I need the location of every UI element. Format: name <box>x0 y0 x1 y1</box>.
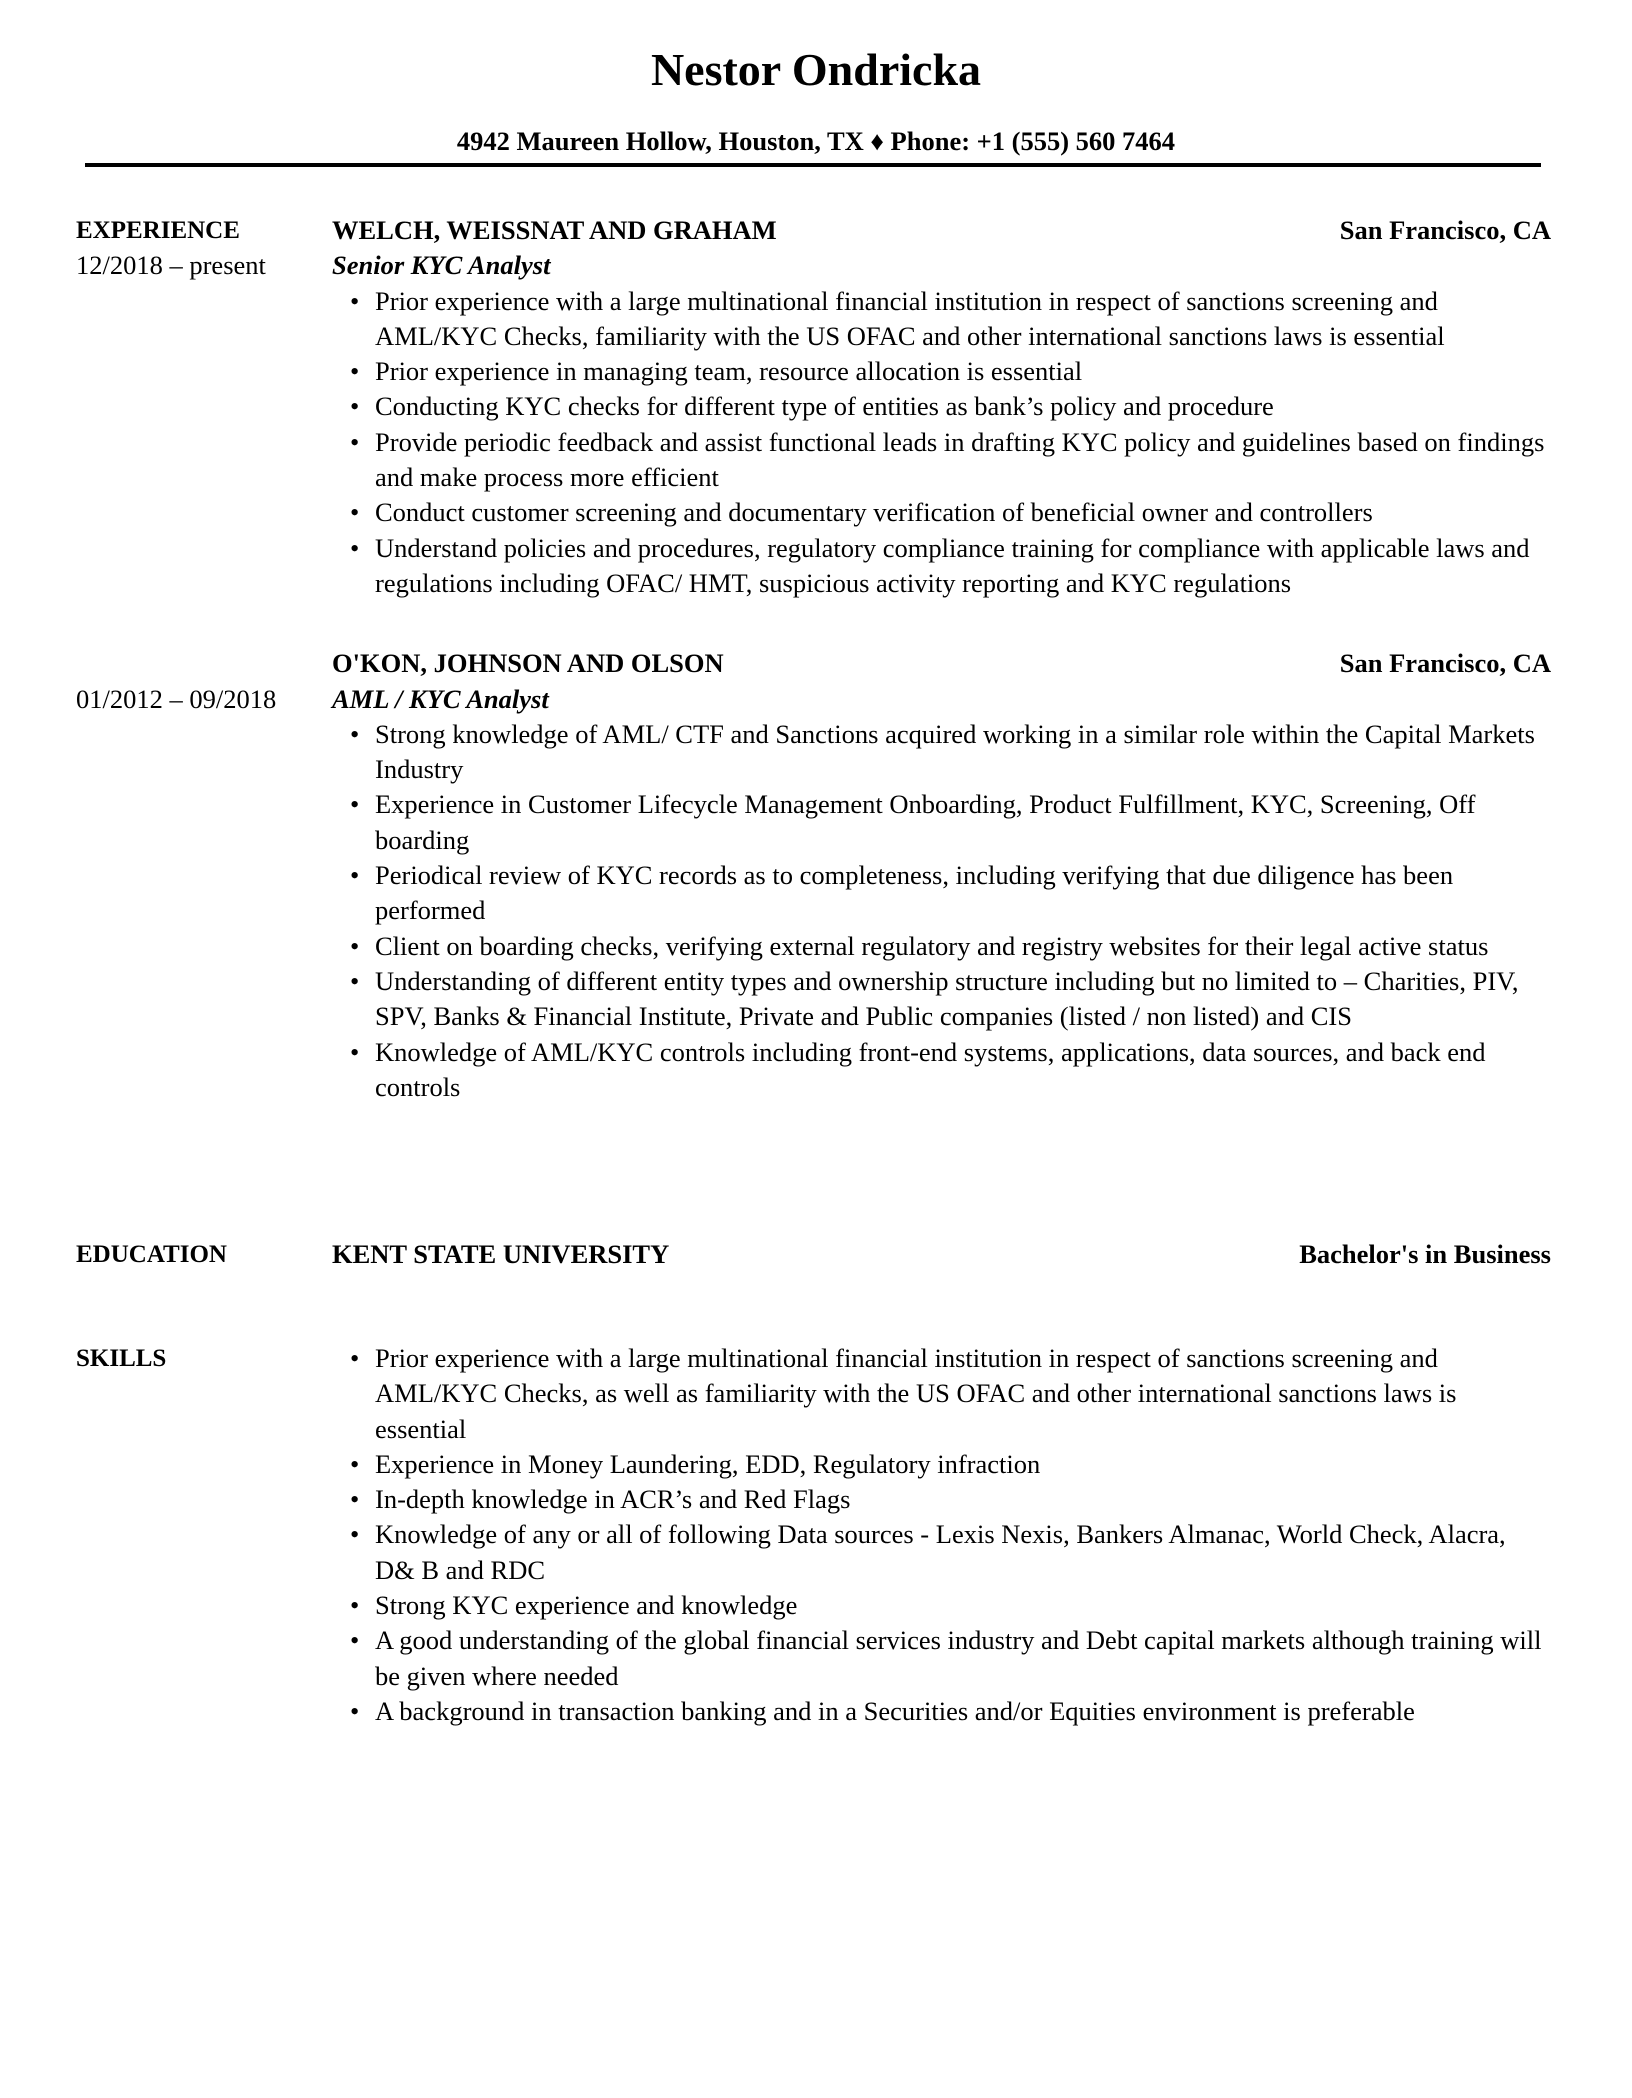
bullet-icon: • <box>350 1590 360 1621</box>
job-entry <box>76 213 1551 601</box>
bullet-icon: • <box>350 1695 360 1726</box>
bullet-icon: • <box>350 497 360 528</box>
candidate-name: Nestor Ondricka <box>650 44 982 95</box>
header-divider <box>85 163 1541 167</box>
contact-line: 4942 Maureen Hollow, Houston, TX ♦ Phone: +1 (555) 560 7464 <box>456 126 1176 156</box>
list-item-text: A good understanding of the global financial services industry and Debt capital markets although training will be given where needed <box>375 1625 1542 1691</box>
list-item <box>350 1588 1551 1623</box>
skills-section <box>76 1341 1551 1729</box>
list-item-text: In-depth knowledge in ACR’s and Red Flags <box>375 1484 851 1515</box>
list-item <box>350 1694 1551 1729</box>
skills-list <box>332 1341 1551 1729</box>
list-item <box>350 964 1551 1035</box>
list-item-text: Strong KYC experience and knowledge <box>375 1590 798 1621</box>
job-bullets <box>332 717 1551 1105</box>
list-item <box>350 354 1551 389</box>
bullet-icon: • <box>350 1484 360 1515</box>
job-title: AML / KYC Analyst <box>332 683 549 714</box>
list-item <box>350 929 1551 964</box>
list-item <box>350 495 1551 530</box>
list-item <box>350 425 1551 496</box>
job-dates: 01/2012 – 09/2018 <box>76 683 277 714</box>
list-item-text: Periodical review of KYC records as to completeness, including verifying that due diligence has been performed <box>375 860 1454 926</box>
list-item-text: Knowledge of any or all of following Data sources - Lexis Nexis, Bankers Almanac, World Check, Alacra, D& B and RDC <box>375 1519 1506 1585</box>
section-label: EDUCATION <box>76 1241 227 1268</box>
list-item <box>350 1447 1551 1482</box>
bullet-icon: • <box>350 426 360 457</box>
section-label: SKILLS <box>76 1345 167 1372</box>
job-entry <box>76 646 1551 1105</box>
experience-section <box>76 213 1551 1105</box>
job-bullets <box>332 284 1551 602</box>
bullet-icon: • <box>350 1625 360 1656</box>
company-name: O'KON, JOHNSON AND OLSON <box>332 648 724 679</box>
list-item <box>350 858 1551 929</box>
bullet-icon: • <box>350 789 360 820</box>
list-item <box>350 531 1551 602</box>
bullet-icon: • <box>350 285 360 316</box>
bullet-icon: • <box>350 532 360 563</box>
list-item-text: Understand policies and procedures, regulatory compliance training for compliance with applicable laws and regulations including OFAC/ HMT, suspicious activity reporting and KYC regulations <box>375 532 1530 598</box>
bullet-icon: • <box>350 391 360 422</box>
bullet-icon: • <box>350 860 360 891</box>
list-item-text: Experience in Money Laundering, EDD, Regulatory infraction <box>375 1448 1041 1479</box>
list-item-text: Prior experience with a large multinational financial institution in respect of sanctions screening and AML/KYC Checks, familiarity with the US OFAC and other international sanctions laws is essential <box>375 285 1445 351</box>
list-item <box>350 389 1551 424</box>
section-label: EXPERIENCE <box>76 217 240 244</box>
company-name: WELCH, WEISSNAT AND GRAHAM <box>332 215 777 245</box>
list-item-text: Conducting KYC checks for different type of entities as bank’s policy and procedure <box>375 391 1274 422</box>
list-item-text: Strong knowledge of AML/ CTF and Sanctions acquired working in a similar role within the Capital Markets Industry <box>375 718 1535 785</box>
list-item <box>350 717 1551 788</box>
list-item <box>350 284 1551 355</box>
list-item-text: Prior experience with a large multinational financial institution in respect of sanctions screening and AML/KYC Checks, as well as familiarity with the US OFAC and other international sanctions laws is essential <box>375 1343 1457 1444</box>
job-dates: 12/2018 – present <box>76 250 266 281</box>
school-name: KENT STATE UNIVERSITY <box>332 1239 670 1269</box>
education-section <box>76 1237 1551 1272</box>
bullet-icon: • <box>350 1519 360 1550</box>
bullet-icon: • <box>350 965 360 996</box>
list-item-text: Provide periodic feedback and assist functional leads in drafting KYC policy and guidelines based on findings and make process more efficient <box>375 426 1545 493</box>
list-item <box>350 1341 1551 1447</box>
list-item-text: Knowledge of AML/KYC controls including front-end systems, applications, data sources, and back end controls <box>375 1036 1486 1102</box>
list-item <box>350 1035 1551 1106</box>
job-title: Senior KYC Analyst <box>332 250 551 281</box>
list-item <box>350 787 1551 858</box>
list-item-text: Conduct customer screening and documentary verification of beneficial owner and controllers <box>375 497 1373 528</box>
job-location: San Francisco, CA <box>1339 648 1551 679</box>
list-item <box>350 1517 1551 1588</box>
list-item-text: Experience in Customer Lifecycle Management Onboarding, Product Fulfillment, KYC, Screening, Off boarding <box>375 789 1476 855</box>
list-item <box>350 1623 1551 1694</box>
list-item-text: Understanding of different entity types and ownership structure including but no limited to – Charities, PIV, SPV, Banks & Financial Institute, Private and Public companies (listed / non listed) and CIS <box>375 965 1519 1032</box>
job-location: San Francisco, CA <box>1339 215 1551 245</box>
bullet-icon: • <box>350 718 360 749</box>
bullet-icon: • <box>350 356 360 387</box>
list-item-text: Client on boarding checks, verifying external regulatory and registry websites for their legal active status <box>375 930 1489 961</box>
bullet-icon: • <box>350 930 360 961</box>
degree: Bachelor's in Business <box>1299 1239 1551 1269</box>
bullet-icon: • <box>350 1448 360 1479</box>
list-item <box>350 1482 1551 1517</box>
bullet-icon: • <box>350 1036 360 1067</box>
list-item-text: A background in transaction banking and in a Securities and/or Equities environment is preferable <box>375 1695 1415 1726</box>
bullet-icon: • <box>350 1343 360 1373</box>
list-item-text: Prior experience in managing team, resource allocation is essential <box>375 356 1083 387</box>
